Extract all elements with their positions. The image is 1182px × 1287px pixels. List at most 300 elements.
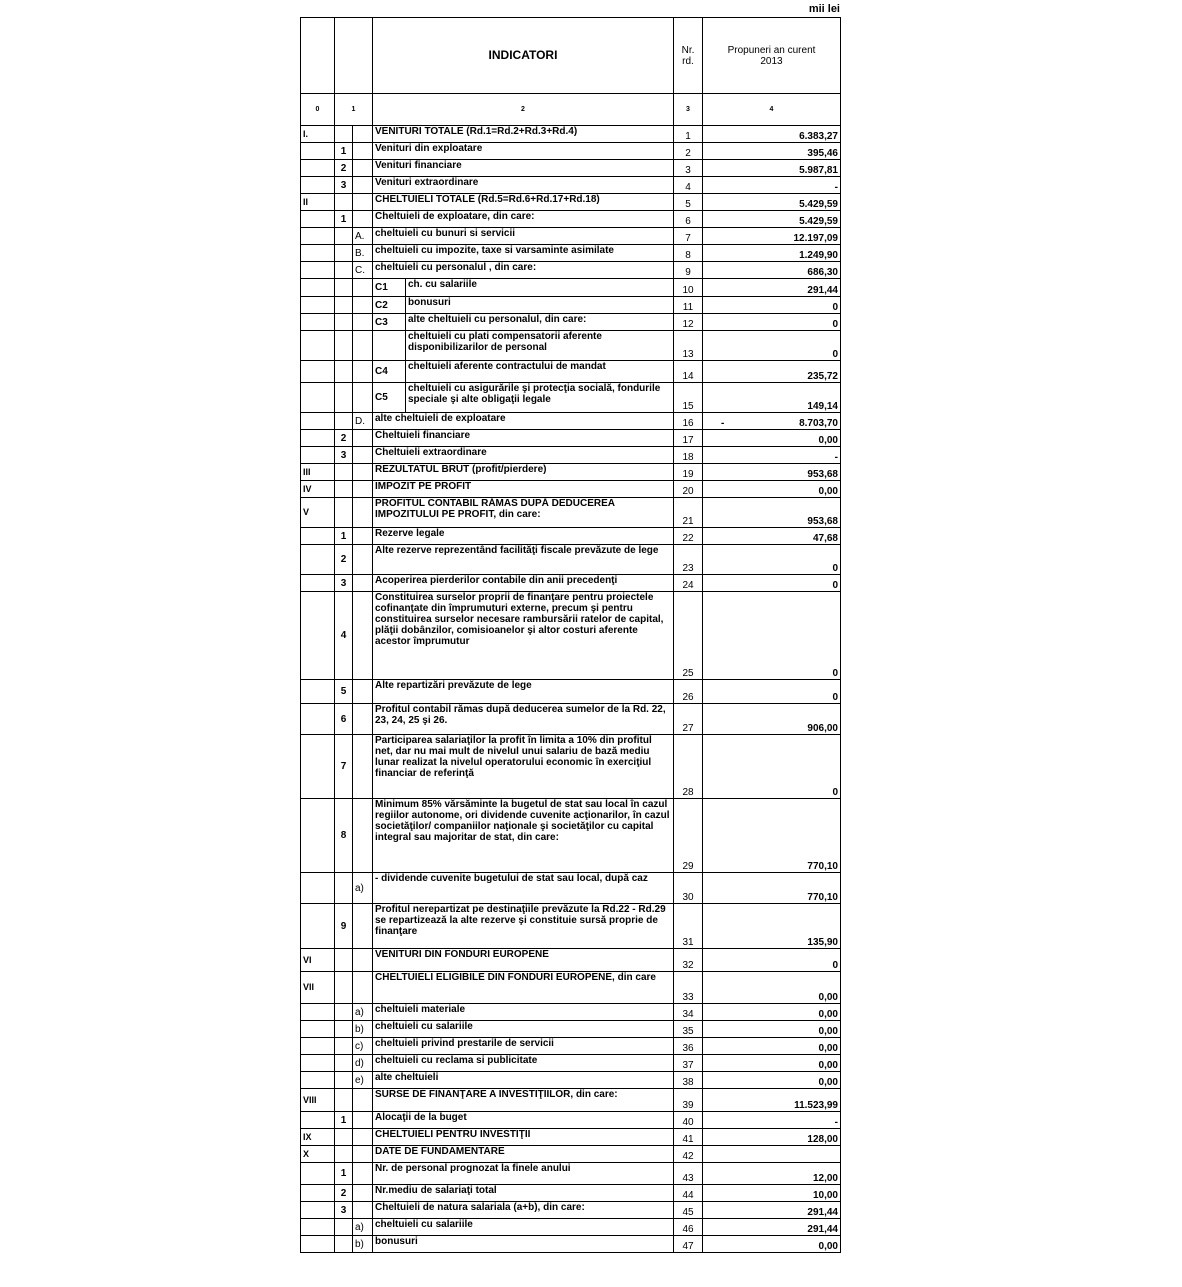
sub-letter (353, 528, 373, 545)
indicator-text: CHELTUIELI PENTRU INVESTIŢII (373, 1129, 674, 1146)
section-code: X (301, 1146, 335, 1163)
row-number: 39 (674, 1089, 703, 1112)
indicator-text: VENITURI TOTALE (Rd.1=Rd.2+Rd.3+Rd.4) (373, 126, 674, 143)
sub-letter: c) (353, 1038, 373, 1055)
value-cell (703, 245, 841, 262)
indicator-text: CHELTUIELI TOTALE (Rd.5=Rd.6+Rd.17+Rd.18) (373, 194, 674, 211)
value-cell (703, 1219, 841, 1236)
row-number: 13 (674, 331, 703, 361)
indicator-text: alte cheltuieli cu personalul, din care: (406, 314, 674, 331)
value-cell (703, 194, 841, 211)
header-blank-1 (335, 18, 373, 94)
value-amount: 953,68 (807, 516, 838, 527)
item-number (335, 498, 353, 528)
value-cell (703, 126, 841, 143)
table-row (301, 143, 841, 160)
value-amount: 0 (832, 692, 838, 703)
value-amount: 12,00 (812, 1173, 838, 1184)
value-amount: 0,00 (818, 1043, 838, 1054)
item-number: 3 (335, 447, 353, 464)
value-cell (703, 314, 841, 331)
value-cell (703, 228, 841, 245)
value-cell (703, 704, 841, 735)
indicator-text: alte cheltuieli (373, 1072, 674, 1089)
sub-letter: b) (353, 1021, 373, 1038)
section-code (301, 1236, 335, 1253)
indicator-text: Alocaţii de la buget (373, 1112, 674, 1129)
section-code (301, 1112, 335, 1129)
value-cell (703, 735, 841, 799)
sub-letter (353, 160, 373, 177)
item-number (335, 481, 353, 498)
value-cell (703, 799, 841, 873)
table-row (301, 592, 841, 680)
item-number (335, 1236, 353, 1253)
indicator-text: cheltuieli cu impozite, taxe si varsaminte asimilate (373, 245, 674, 262)
indicator-text: CHELTUIELI ELIGIBILE DIN FONDURI EUROPENE, din care (373, 972, 674, 1004)
sub-letter (353, 361, 373, 383)
value-amount: 47,68 (812, 533, 838, 544)
item-number: 9 (335, 904, 353, 949)
indicator-text: cheltuieli cu reclama si publicitate (373, 1055, 674, 1072)
table-row (301, 430, 841, 447)
section-code (301, 1004, 335, 1021)
item-number (335, 1072, 353, 1089)
value-amount: 0 (832, 960, 838, 971)
indicator-text: - dividende cuvenite bugetului de stat sau local, după caz (373, 873, 674, 904)
table-row (301, 545, 841, 575)
section-code (301, 528, 335, 545)
row-number: 10 (674, 279, 703, 297)
value-amount: 395,46 (807, 148, 838, 159)
indicator-text: cheltuieli cu salariile (373, 1021, 674, 1038)
row-number: 41 (674, 1129, 703, 1146)
row-number: 37 (674, 1055, 703, 1072)
table-row (301, 575, 841, 592)
value-amount: 0 (832, 563, 838, 574)
sub-letter (353, 904, 373, 949)
col-number: 2 (373, 94, 674, 126)
table-row (301, 1219, 841, 1236)
indicator-text: Participarea salariaţilor la profit în limita a 10% din profitul net, dar nu mai mult de nivelul unui salariu de bază mediu lunar realizat la nivelul operatorului economic în exerciţiul financiar de referinţă (373, 735, 674, 799)
value-cell (703, 383, 841, 413)
section-code (301, 430, 335, 447)
row-number: 24 (674, 575, 703, 592)
indicator-text: VENITURI DIN FONDURI EUROPENE (373, 949, 674, 972)
sub-letter (353, 383, 373, 413)
value-amount: 770,10 (807, 861, 838, 872)
item-number: 6 (335, 704, 353, 735)
row-number: 14 (674, 361, 703, 383)
sub-letter (353, 1089, 373, 1112)
item-number (335, 126, 353, 143)
indicator-text: cheltuieli cu salariile (373, 1219, 674, 1236)
row-number: 34 (674, 1004, 703, 1021)
sub-letter: b) (353, 1236, 373, 1253)
item-number (335, 361, 353, 383)
indicator-text: cheltuieli cu plati compensatorii aferente disponibilizarilor de personal (406, 331, 674, 361)
section-code (301, 177, 335, 194)
sub-letter (353, 1112, 373, 1129)
row-number: 18 (674, 447, 703, 464)
value-amount: 0 (832, 302, 838, 313)
section-code (301, 447, 335, 464)
col-number: 4 (703, 94, 841, 126)
sub-letter (353, 1185, 373, 1202)
section-code: VIII (301, 1089, 335, 1112)
value-cell (703, 1089, 841, 1112)
indicator-text: cheltuieli materiale (373, 1004, 674, 1021)
value-amount: 953,68 (807, 469, 838, 480)
value-amount: - (834, 452, 838, 463)
col-number: 0 (301, 94, 335, 126)
table-row (301, 1112, 841, 1129)
sub-letter: a) (353, 1004, 373, 1021)
value-amount: 149,14 (807, 401, 838, 412)
value-amount: 0,00 (818, 1026, 838, 1037)
col-number: 1 (335, 94, 373, 126)
item-number: 3 (335, 575, 353, 592)
item-number (335, 297, 353, 314)
section-code: III (301, 464, 335, 481)
section-code (301, 297, 335, 314)
indicator-text: SURSE DE FINANŢARE A INVESTIŢIILOR, din care: (373, 1089, 674, 1112)
value-amount: 0 (832, 319, 838, 330)
item-number (335, 1038, 353, 1055)
sub-letter (353, 972, 373, 1004)
sub-code: C4 (373, 361, 406, 383)
row-number: 9 (674, 262, 703, 279)
value-cell (703, 297, 841, 314)
value-cell (703, 1112, 841, 1129)
section-code (301, 592, 335, 680)
row-number: 8 (674, 245, 703, 262)
row-number: 12 (674, 314, 703, 331)
section-code: II (301, 194, 335, 211)
table-row (301, 1021, 841, 1038)
item-number (335, 262, 353, 279)
header-blank-0 (301, 18, 335, 94)
table-row (301, 704, 841, 735)
value-amount: 0,00 (818, 1009, 838, 1020)
value-amount: 686,30 (807, 267, 838, 278)
section-code (301, 1021, 335, 1038)
section-code (301, 211, 335, 228)
value-cell (703, 1055, 841, 1072)
section-code (301, 1219, 335, 1236)
value-cell (703, 331, 841, 361)
value-cell (703, 1038, 841, 1055)
section-code (301, 228, 335, 245)
row-number: 1 (674, 126, 703, 143)
value-cell (703, 904, 841, 949)
value-cell (703, 160, 841, 177)
sub-letter (353, 704, 373, 735)
row-number: 11 (674, 297, 703, 314)
item-number: 4 (335, 592, 353, 680)
table-row (301, 680, 841, 704)
value-amount: 291,44 (807, 1224, 838, 1235)
value-amount: 128,00 (807, 1134, 838, 1145)
sub-letter (353, 1146, 373, 1163)
section-code (301, 143, 335, 160)
sub-letter (353, 297, 373, 314)
row-number: 33 (674, 972, 703, 1004)
table-row (301, 799, 841, 873)
item-number (335, 1129, 353, 1146)
value-amount: 0,00 (818, 435, 838, 446)
table-row (301, 228, 841, 245)
row-number: 46 (674, 1219, 703, 1236)
value-amount: 135,90 (807, 937, 838, 948)
value-amount: 906,00 (807, 723, 838, 734)
table-row (301, 1236, 841, 1253)
value-amount: - (834, 1117, 838, 1128)
sub-letter (353, 314, 373, 331)
sub-letter (353, 1202, 373, 1219)
table-row (301, 1072, 841, 1089)
item-number (335, 228, 353, 245)
value-cell (703, 1129, 841, 1146)
sub-letter: a) (353, 1219, 373, 1236)
row-number: 29 (674, 799, 703, 873)
sub-letter (353, 126, 373, 143)
sub-code: C2 (373, 297, 406, 314)
sub-letter (353, 799, 373, 873)
section-code (301, 704, 335, 735)
item-number: 2 (335, 1185, 353, 1202)
value-amount: 0 (832, 787, 838, 798)
item-number: 1 (335, 143, 353, 160)
header-row (301, 18, 841, 94)
indicator-text: Cheltuieli financiare (373, 430, 674, 447)
sub-letter (353, 575, 373, 592)
table-row (301, 1038, 841, 1055)
indicator-text: ch. cu salariile (406, 279, 674, 297)
value-cell (703, 1163, 841, 1185)
value-cell (703, 1236, 841, 1253)
sub-letter (353, 498, 373, 528)
row-number: 2 (674, 143, 703, 160)
section-code (301, 160, 335, 177)
value-amount: 0 (832, 580, 838, 591)
value-cell (703, 949, 841, 972)
item-number (335, 1089, 353, 1112)
item-number (335, 194, 353, 211)
sub-letter (353, 464, 373, 481)
item-number (335, 1021, 353, 1038)
section-code (301, 1038, 335, 1055)
table-row (301, 177, 841, 194)
sub-letter: B. (353, 245, 373, 262)
item-number (335, 464, 353, 481)
value-amount: 0,00 (818, 486, 838, 497)
value-cell (703, 1202, 841, 1219)
value-cell (703, 211, 841, 228)
value-amount: 10,00 (812, 1190, 838, 1201)
item-number: 3 (335, 177, 353, 194)
section-code (301, 383, 335, 413)
table-row (301, 1089, 841, 1112)
item-number: 8 (335, 799, 353, 873)
section-code (301, 279, 335, 297)
value-cell (703, 680, 841, 704)
value-amount: 0,00 (818, 1077, 838, 1088)
section-code: VI (301, 949, 335, 972)
table-row (301, 262, 841, 279)
item-number: 2 (335, 545, 353, 575)
value-amount: 6.383,27 (799, 131, 838, 142)
table-row (301, 245, 841, 262)
value-amount: 0,00 (818, 1241, 838, 1252)
table-row (301, 160, 841, 177)
value-amount: 291,44 (807, 285, 838, 296)
row-number: 16 (674, 413, 703, 430)
table-row (301, 1055, 841, 1072)
indicator-text: Acoperirea pierderilor contabile din anii precedenţi (373, 575, 674, 592)
table-row (301, 126, 841, 143)
sub-letter (353, 592, 373, 680)
value-prefix: - (721, 418, 725, 429)
row-number: 26 (674, 680, 703, 704)
table-row (301, 279, 841, 297)
table-row (301, 1185, 841, 1202)
row-number: 15 (674, 383, 703, 413)
sub-letter (353, 194, 373, 211)
section-code (301, 314, 335, 331)
table-row (301, 297, 841, 314)
value-cell (703, 972, 841, 1004)
header-proposal: Propuneri an curent 2013 (703, 18, 841, 94)
row-number: 47 (674, 1236, 703, 1253)
sub-code (373, 331, 406, 361)
table-row (301, 735, 841, 799)
item-number: 1 (335, 1163, 353, 1185)
sub-letter (353, 735, 373, 799)
indicator-text: Cheltuieli de natura salariala (a+b), din care: (373, 1202, 674, 1219)
row-number: 38 (674, 1072, 703, 1089)
value-cell (703, 279, 841, 297)
row-number: 43 (674, 1163, 703, 1185)
indicator-text: Cheltuieli de exploatare, din care: (373, 211, 674, 228)
value-cell (703, 1004, 841, 1021)
sub-letter (353, 177, 373, 194)
sub-code: C1 (373, 279, 406, 297)
table-row (301, 331, 841, 361)
row-number: 6 (674, 211, 703, 228)
sub-letter: A. (353, 228, 373, 245)
value-amount: 5.429,59 (799, 216, 838, 227)
sub-letter (353, 447, 373, 464)
sub-letter (353, 949, 373, 972)
table-row (301, 528, 841, 545)
row-number: 42 (674, 1146, 703, 1163)
value-amount: - (834, 182, 838, 193)
indicator-text: Cheltuieli extraordinare (373, 447, 674, 464)
value-amount: 235,72 (807, 371, 838, 382)
table-row (301, 361, 841, 383)
value-cell (703, 447, 841, 464)
section-code (301, 262, 335, 279)
table-row (301, 413, 841, 430)
indicator-text: REZULTATUL BRUT (profit/pierdere) (373, 464, 674, 481)
row-number: 4 (674, 177, 703, 194)
value-cell (703, 592, 841, 680)
table-row (301, 1202, 841, 1219)
section-code (301, 245, 335, 262)
indicator-text: Nr.mediu de salariaţi total (373, 1185, 674, 1202)
sub-letter: d) (353, 1055, 373, 1072)
section-code (301, 1055, 335, 1072)
section-code (301, 1072, 335, 1089)
value-cell (703, 413, 841, 430)
table-row (301, 972, 841, 1004)
row-number: 19 (674, 464, 703, 481)
header-indicator: INDICATORI (373, 18, 674, 94)
item-number (335, 1146, 353, 1163)
indicator-text: cheltuieli cu personalul , din care: (373, 262, 674, 279)
item-number (335, 413, 353, 430)
table-row (301, 481, 841, 498)
indicator-text: Profitul nerepartizat pe destinaţiile prevăzute la Rd.22 - Rd.29 se repartizează la alte rezerve şi constituie sursă proprie de finanţare (373, 904, 674, 949)
row-number: 21 (674, 498, 703, 528)
value-cell (703, 1146, 841, 1163)
table-row (301, 194, 841, 211)
value-cell (703, 464, 841, 481)
row-number: 28 (674, 735, 703, 799)
item-number (335, 972, 353, 1004)
section-code (301, 1163, 335, 1185)
section-code (301, 413, 335, 430)
value-cell (703, 361, 841, 383)
section-code (301, 1185, 335, 1202)
table-row (301, 949, 841, 972)
value-cell (703, 430, 841, 447)
indicator-text: Constituirea surselor proprii de finanţare pentru proiectele cofinanţate din împrumuturi externe, precum şi pentru constituirea surselor necesare rambursării ratelor de capital, plăţii dobânzilor, comisioanelor şi altor costuri aferente acestor împrumutur (373, 592, 674, 680)
item-number: 7 (335, 735, 353, 799)
section-code (301, 331, 335, 361)
sub-letter (353, 1129, 373, 1146)
value-cell (703, 143, 841, 160)
value-cell (703, 1072, 841, 1089)
table-row (301, 873, 841, 904)
item-number: 2 (335, 430, 353, 447)
section-code: IX (301, 1129, 335, 1146)
header-nr: Nr. rd. (674, 18, 703, 94)
table-row (301, 1146, 841, 1163)
value-amount: 1.249,90 (799, 250, 838, 261)
item-number: 3 (335, 1202, 353, 1219)
row-number: 30 (674, 873, 703, 904)
section-code (301, 735, 335, 799)
indicator-text: DATE DE FUNDAMENTARE (373, 1146, 674, 1163)
indicator-text: IMPOZIT PE PROFIT (373, 481, 674, 498)
item-number: 1 (335, 211, 353, 228)
section-code: V (301, 498, 335, 528)
sub-letter: C. (353, 262, 373, 279)
value-cell (703, 481, 841, 498)
value-amount: 11.523,99 (794, 1100, 838, 1111)
section-code (301, 1202, 335, 1219)
indicator-text: alte cheltuieli de exploatare (373, 413, 674, 430)
value-cell (703, 1185, 841, 1202)
indicator-text: Profitul contabil rămas după deducerea sumelor de la Rd. 22, 23, 24, 25 şi 26. (373, 704, 674, 735)
sub-letter (353, 1163, 373, 1185)
section-code (301, 799, 335, 873)
section-code (301, 873, 335, 904)
value-cell (703, 262, 841, 279)
value-cell (703, 545, 841, 575)
